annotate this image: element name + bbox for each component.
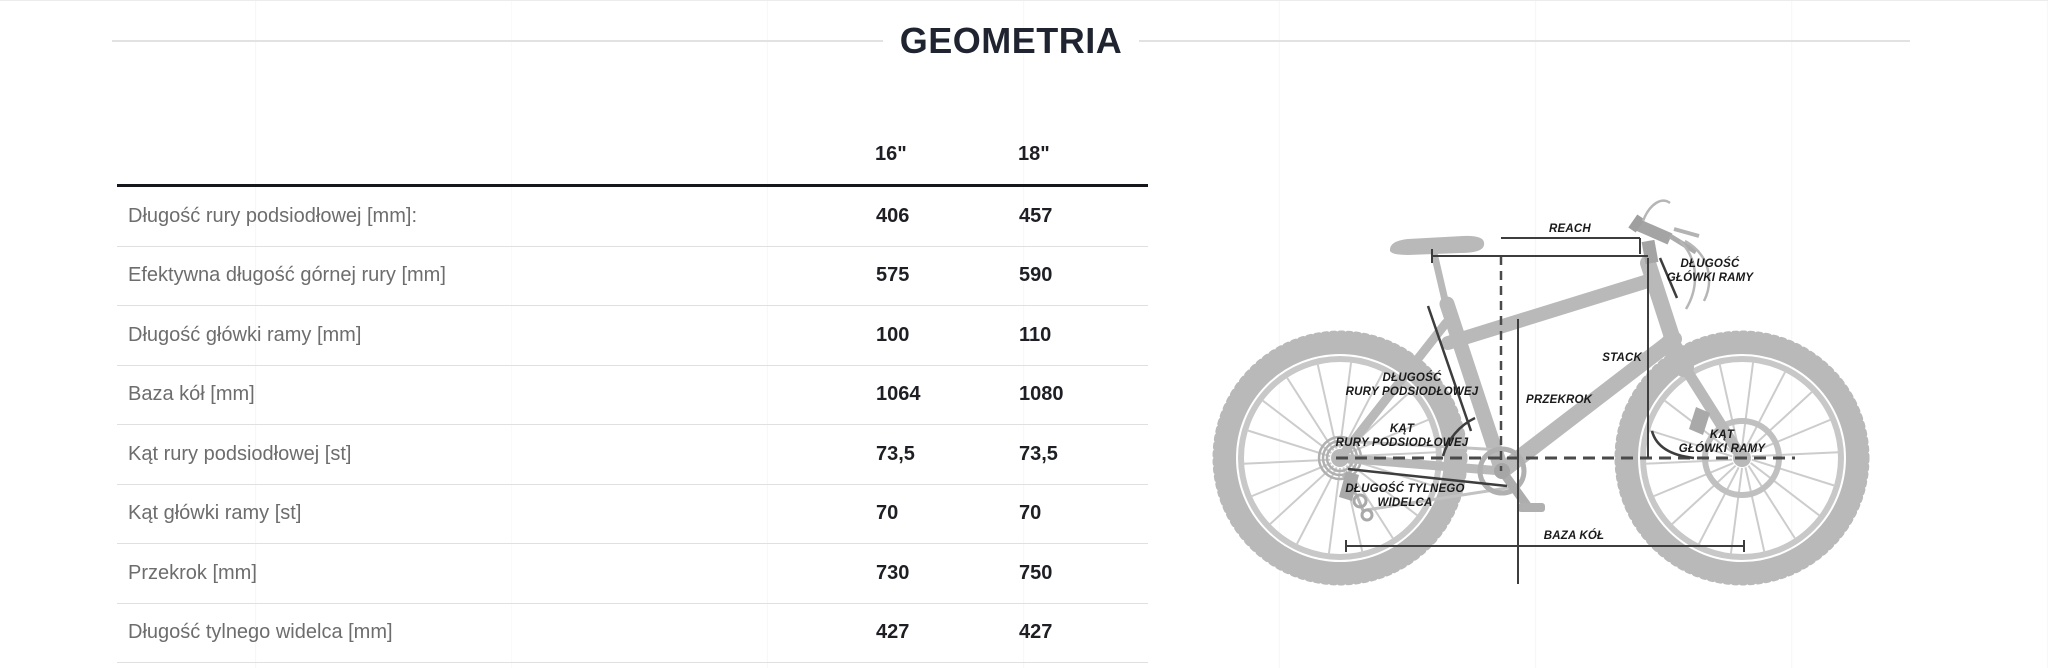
head-angle-label: GŁÓWKI RAMY	[1678, 443, 1766, 455]
stack-label: STACK	[1602, 352, 1642, 364]
row-value-16: 100	[875, 306, 1018, 366]
geometry-table	[117, 1, 1148, 663]
table-row	[117, 246, 1148, 306]
row-value-18: 427	[1018, 603, 1148, 663]
table-row	[117, 425, 1148, 485]
row-label: Długość główki ramy [mm]	[117, 306, 875, 366]
stem	[1638, 225, 1670, 239]
row-value-18: 457	[1018, 186, 1148, 247]
head-tube-length-label: GŁÓWKI RAMY	[1666, 272, 1754, 284]
header-empty	[117, 1, 875, 186]
row-value-18: 590	[1018, 246, 1148, 306]
table-header-row	[117, 1, 1148, 186]
diagram-labels	[1336, 223, 1767, 542]
standover-label: PRZEKROK	[1526, 394, 1593, 406]
row-value-18: 70	[1018, 484, 1148, 544]
row-label: Efektywna długość górnej rury [mm]	[117, 246, 875, 306]
bike-geometry-diagram	[1180, 141, 1880, 661]
shifter	[1674, 229, 1699, 236]
table-row	[117, 484, 1148, 544]
jockey-wheel	[1362, 510, 1372, 520]
chainstay-length-label: WIDELCA	[1377, 497, 1433, 509]
seat-angle-label: RURY PODSIODŁOWEJ	[1335, 437, 1469, 449]
row-label: Kąt rury podsiodłowej [st]	[117, 425, 875, 485]
header-size-18: 18"	[1018, 1, 1148, 186]
head-tube-length-label: DŁUGOŚĆ	[1680, 258, 1740, 270]
row-value-18: 750	[1018, 544, 1148, 604]
table-row	[117, 306, 1148, 366]
row-label: Kąt główki ramy [st]	[117, 484, 875, 544]
table-row	[117, 544, 1148, 604]
seat-tube-length-label: DŁUGOŚĆ	[1382, 372, 1442, 384]
top-tube	[1448, 281, 1648, 343]
row-label: Długość tylnego widelca [mm]	[117, 603, 875, 663]
row-value-16: 1064	[875, 365, 1018, 425]
head-angle-label: KĄT	[1709, 429, 1735, 441]
row-label: Baza kół [mm]	[117, 365, 875, 425]
row-label: Długość rury podsiodłowej [mm]:	[117, 186, 875, 247]
header-size-16: 16"	[875, 1, 1018, 186]
row-value-16: 70	[875, 484, 1018, 544]
row-value-16: 406	[875, 186, 1018, 247]
row-value-18: 110	[1018, 306, 1148, 366]
pedal	[1518, 503, 1545, 512]
page-title: GEOMETRIA	[899, 20, 1123, 61]
row-label: Przekrok [mm]	[117, 544, 875, 604]
title-rule-right	[1139, 40, 1910, 42]
row-value-18: 73,5	[1018, 425, 1148, 485]
saddle	[1390, 236, 1484, 255]
row-value-16: 73,5	[875, 425, 1018, 485]
seat-angle-label: KĄT	[1389, 423, 1415, 435]
row-value-18: 1080	[1018, 365, 1148, 425]
row-value-16: 730	[875, 544, 1018, 604]
reach-label: REACH	[1549, 223, 1591, 235]
table-row	[117, 186, 1148, 247]
wheelbase-label: BAZA KÓŁ	[1543, 530, 1605, 542]
table-row	[117, 603, 1148, 663]
chainstay-length-label: DŁUGOŚĆ TYLNEGO	[1345, 483, 1465, 495]
cable-loop	[1643, 201, 1670, 221]
row-value-16: 427	[875, 603, 1018, 663]
row-value-16: 575	[875, 246, 1018, 306]
seat-tube-length-label: RURY PODSIODŁOWEJ	[1345, 386, 1479, 398]
table-row	[117, 365, 1148, 425]
